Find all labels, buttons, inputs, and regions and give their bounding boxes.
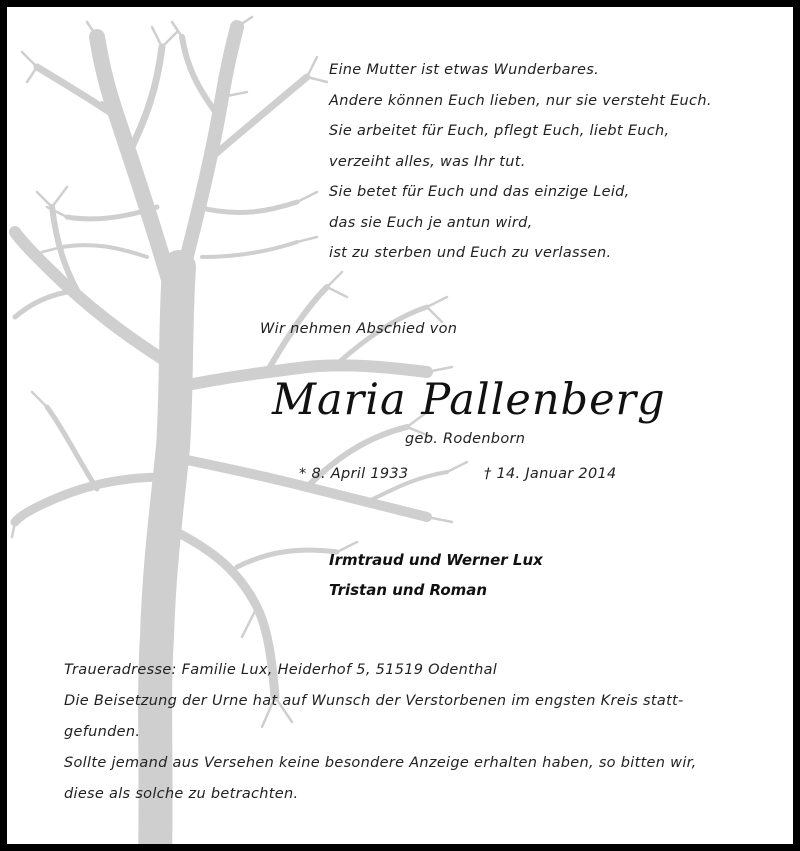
burial-note-line: Die Beisetzung der Urne hat auf Wunsch der Verstorbenen im engsten Kreis statt- — [64, 693, 684, 709]
footer-notes — [64, 655, 697, 810]
maiden-name: geb. Rodenborn — [405, 431, 526, 447]
poem-line: verzeiht alles, was Ihr tut. — [329, 153, 526, 170]
poem-line: das sie Euch je antun wird, — [329, 214, 533, 231]
poem-line: ist zu sterben und Euch zu verlassen. — [329, 245, 612, 261]
mourning-address: Traueradresse: Familie Lux, Heiderhof 5, 51519 Odenthal — [64, 662, 498, 678]
farewell-intro: Wir nehmen Abschied von — [260, 321, 458, 337]
poem — [329, 55, 712, 269]
poem-line: Andere können Euch lieben, nur sie versteht Euch. — [329, 92, 712, 109]
mourner-line: Tristan und Roman — [329, 581, 488, 599]
birth-date: * 8. April 1933 — [299, 466, 409, 482]
death-date: † 14. Januar 2014 — [484, 466, 617, 482]
deceased-name: Maria Pallenberg — [272, 375, 666, 425]
notice-note-line: Sollte jemand aus Versehen keine besondere Anzeige erhalten haben, so bitten wir, — [64, 755, 697, 771]
poem-line: Sie arbeitet für Euch, pflegt Euch, liebt Euch, — [329, 123, 670, 139]
poem-line: Sie betet für Euch und das einzige Leid, — [329, 184, 630, 200]
poem-line: Eine Mutter ist etwas Wunderbares. — [329, 62, 600, 78]
burial-note-line: gefunden. — [64, 724, 141, 740]
notice-note-line: diese als solche zu betrachten. — [64, 786, 299, 802]
mourners — [329, 545, 543, 605]
mourner-line: Irmtraud und Werner Lux — [329, 551, 543, 569]
